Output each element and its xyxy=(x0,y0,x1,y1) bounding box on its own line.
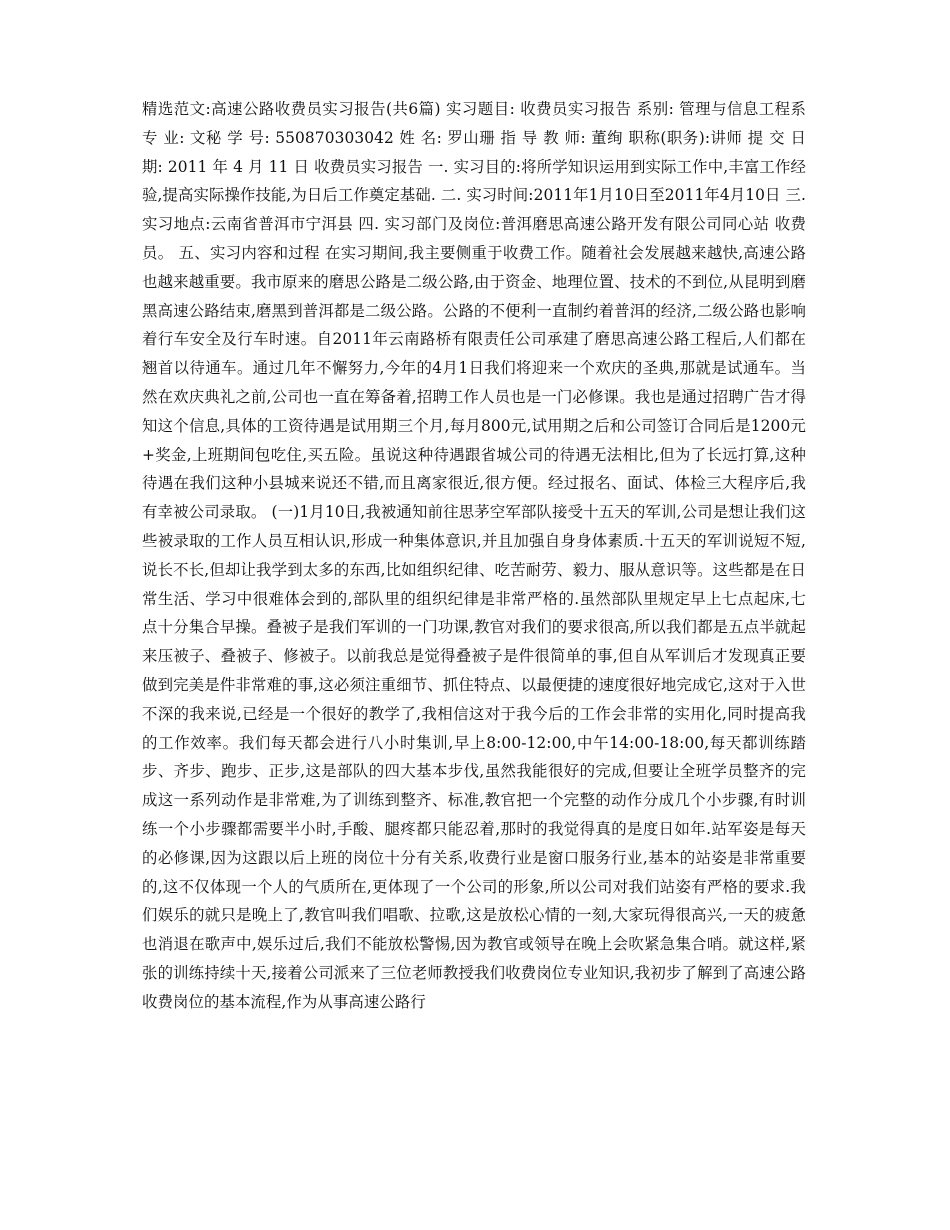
report-body-text: 精选范文:高速公路收费员实习报告(共6篇) 实习题目: 收费员实习报告 系别: 管理与信息工程系 专 业: 文秘 学 号: 550870303042 姓 名: 罗山珊 指 导 教 师: 董绚 职称(职务):讲师 提 交 日 期: 2011 年 4 月 11 日 收费员实习报告 一. 实习目的:将所学知识运用到实际工作中,丰富工作经验,提高实际操作技能,为日后工作奠定基础. 二. 实习时间:2011年1月10日至2011年4月10日 三. 实习地点:云南省普洱市宁洱县 四. 实习部门及岗位:普洱磨思高速公路开发有限公司同心站 收费员。 五、实习内容和过程 在实习期间,我主要侧重于收费工作。随着社会发展越来越快,高速公路也越来越重要。我市原来的磨思公路是二级公路,由于资金、地理位置、技术的不到位,从昆明到磨黑高速公路结束,磨黑到普洱都是二级公路。公路的不便利一直制约着普洱的经济,二级公路也影响着行车安全及行车时速。自2011年云南路桥有限责任公司承建了磨思高速公路工程后,人们都在翘首以待通车。通过几年不懈努力,今年的4月1日我们将迎来一个欢庆的圣典,那就是试通车。当然在欢庆典礼之前,公司也一直在筹备着,招聘工作人员也是一门必修课。我也是通过招聘广告才得知这个信息,具体的工资待遇是试用期三个月,每月800元,试用期之后和公司签订合同后是1200元+奖金,上班期间包吃住,买五险。虽说这种待遇跟省城公司的待遇无法相比,但为了长远打算,这种待遇在我们这种小县城来说还不错,而且离家很近,很方便。经过报名、面试、体检三大程序后,我有幸被公司录取。 (一)1月10日,我被通知前往思茅空军部队接受十五天的军训,公司是想让我们这些被录取的工作人员互相认识,形成一种集体意识,并且加强自身身体素质.十五天的军训说短不短,说长不长,但却让我学到太多的东西,比如组织纪律、吃苦耐劳、毅力、服从意识等。这些都是在日常生活、学习中很难体会到的,部队里的组织纪律是非常严格的.虽然部队里规定早上七点起床,七点十分集合早操。叠被子是我们军训的一门功课,教官对我们的要求很高,所以我们都是五点半就起来压被子、叠被子、修被子。以前我总是觉得叠被子是件很简单的事,但自从军训后才发现真正要做到完美是件非常难的事,这必须注重细节、抓住特点、以最便捷的速度很好地完成它,这对于入世不深的我来说,已经是一个很好的教学了,我相信这对于我今后的工作会非常的实用化,同时提高我的工作效率。我们每天都会进行八小时集训,早上8:00-12:00,中午14:00-18:00,每天都训练踏步、齐步、跑步、正步,这是部队的四大基本步伐,虽然我能很好的完成,但要让全班学员整齐的完成这一系列动作是非常难,为了训练到整齐、标准,教官把一个完整的动作分成几个小步骤,有时训练一个小步骤都需要半小时,手酸、腿疼都只能忍着,那时的我觉得真的是度日如年.站军姿是每天的必修课,因为这跟以后上班的岗位十分有关系,收费行业是窗口服务行业,基本的站姿是非常重要的,这不仅体现一个人的气质所在,更体现了一个公司的形象,所以公司对我们站姿有严格的要求.我们娱乐的就只是晚上了,教官叫我们唱歌、拉歌,这是放松心情的一刻,大家玩得很高兴,一天的疲惫也消退在歌声中,娱乐过后,我们不能放松警惕,因为教官或领导在晚上会吹紧急集合哨。就这样,紧张的训练持续十天,接着公司派来了三位老师教授我们收费岗位专业知识,我初步了解到了高速公路收费岗位的基本流程,作为从事高速公路行 xyxy=(142,100,806,1011)
